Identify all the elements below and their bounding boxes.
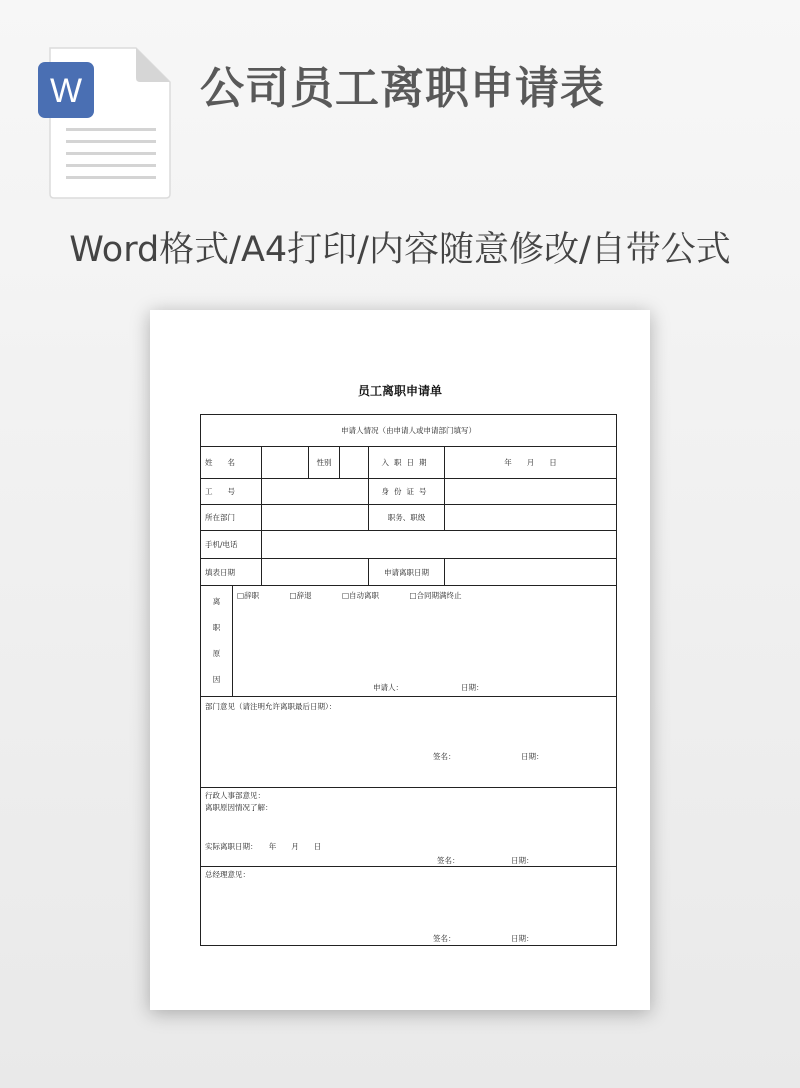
id-number-field[interactable] [445,479,617,505]
department-field[interactable] [262,505,369,531]
reason-label: 离 职 原 因 [201,586,233,697]
hr-date-label: 日期： [511,856,534,865]
employee-no-label: 工 号 [201,479,262,505]
dismiss-checkbox[interactable]: □辞退 [289,591,312,600]
dept-opinion-section[interactable] [201,697,617,788]
resignation-form-table [200,414,617,946]
section-header: 申请人情况（由申请人或申请部门填写） [201,415,617,447]
reason-options [233,586,617,697]
hire-date-label: 入职日期 [369,447,445,479]
actual-leave-date-label: 实际离职日期： 年 月 日 [205,842,322,851]
document-preview [150,310,650,1010]
applicant-date-label: 日期： [461,683,484,692]
hr-reason-label: 离职原因情况了解： [205,803,273,812]
dept-sign-label: 签名： [433,752,456,761]
name-label: 姓 名 [201,447,262,479]
apply-leave-date-label: 申请离职日期 [369,559,445,586]
hr-opinion-section[interactable] [201,788,617,867]
gender-field[interactable] [340,447,369,479]
gm-date-label: 日期： [511,934,534,943]
hr-opinion-label: 行政人事部意见： [205,791,265,800]
gm-opinion-label: 总经理意见： [205,870,250,879]
applicant-sign-label: 申请人： [373,683,403,692]
fill-date-label: 填表日期 [201,559,262,586]
gm-sign-label: 签名： [433,934,456,943]
page-title: 公司员工离职申请表 [200,63,605,114]
name-field[interactable] [262,447,309,479]
position-label: 职务、职级 [369,505,445,531]
apply-leave-date-field[interactable] [445,559,617,586]
employee-no-field[interactable] [262,479,369,505]
gender-label: 性别 [309,447,340,479]
position-field[interactable] [445,505,617,531]
form-title: 员工离职申请单 [357,384,442,398]
auto-leave-checkbox[interactable]: □自动离职 [341,591,380,600]
dept-opinion-label: 部门意见（请注明允许离职最后日期）： [205,702,337,711]
fill-date-field[interactable] [262,559,369,586]
contract-end-checkbox[interactable]: □合同期满终止 [409,591,462,600]
phone-label: 手机/电话 [201,531,262,559]
phone-field[interactable] [262,531,617,559]
resign-checkbox[interactable]: □辞职 [237,591,260,600]
dept-date-label: 日期： [521,752,544,761]
word-document-icon [36,44,174,202]
gm-opinion-section[interactable] [201,867,617,946]
department-label: 所在部门 [201,505,262,531]
svg-text:W: W [49,72,83,110]
hr-sign-label: 签名： [437,856,460,865]
hire-date-field[interactable]: 年 月 日 [445,447,617,479]
page-subtitle: Word格式/A4打印/内容随意修改/自带公式 [69,230,731,270]
id-number-label: 身份证号 [369,479,445,505]
